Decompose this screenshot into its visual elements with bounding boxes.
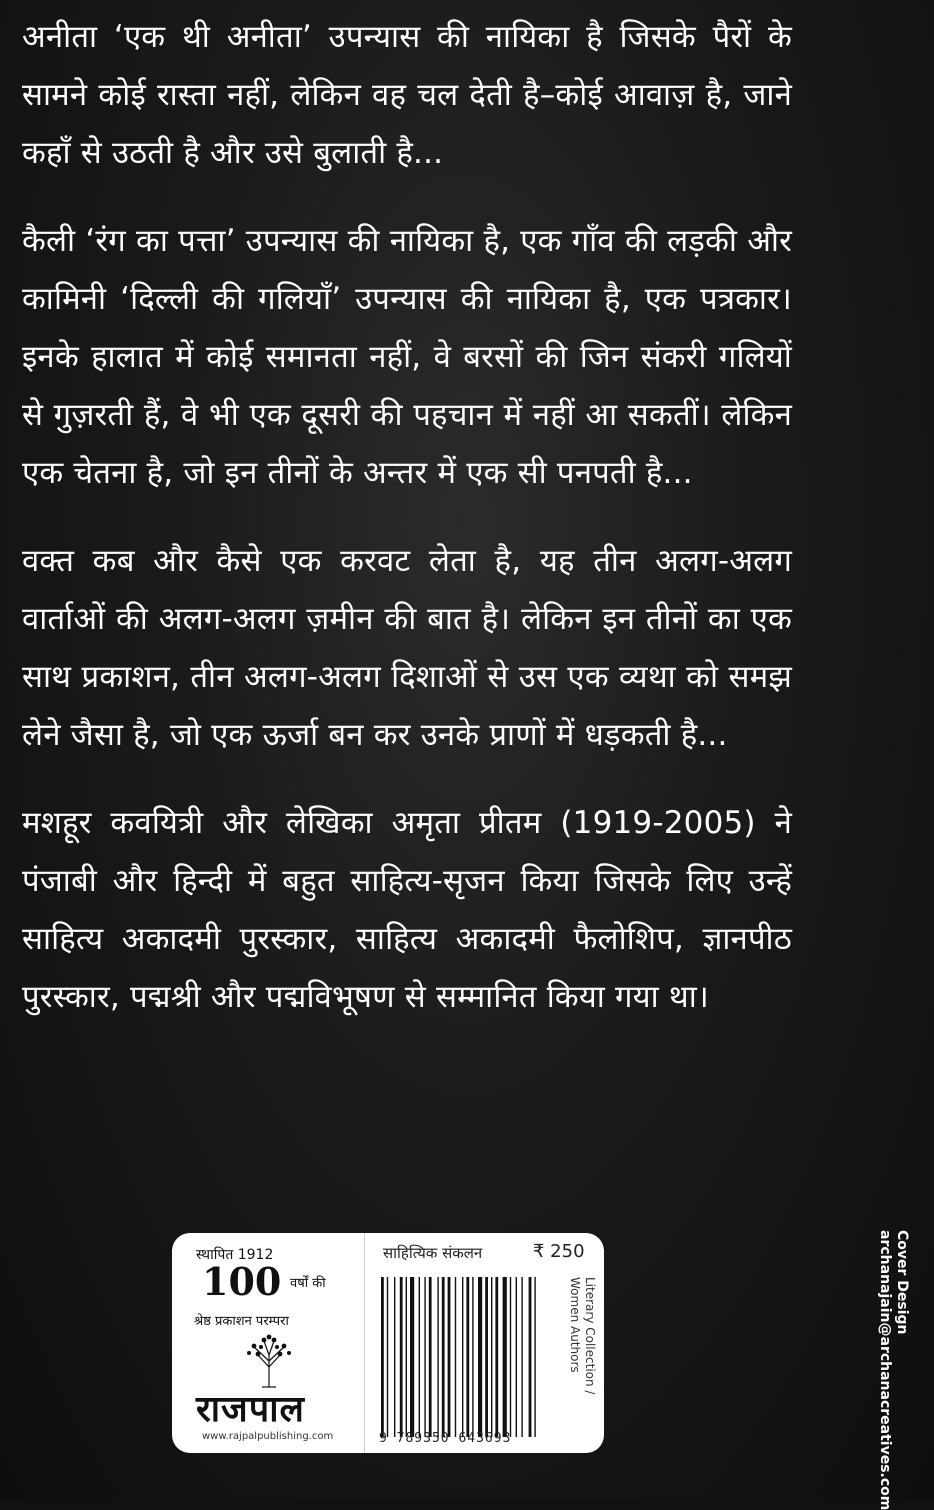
barcode-block <box>365 1233 604 1453</box>
category-line-2: Women Authors <box>568 1277 582 1373</box>
designer-email: archanajain@archanacreatives.com <box>877 1230 893 1510</box>
established-text: स्थापित 1912 <box>196 1247 274 1263</box>
blurb-paragraph-1: अनीता ‘एक थी अनीता’ उपन्यास की नायिका है जिसके पैरों के सामने कोई रास्ता नहीं, लेकिन वह चल देती है–कोई आवाज़ है, जाने कहाँ से उठती है और उसे बुलाती है... <box>22 19 792 171</box>
blurb-paragraph-2: कैली ‘रंग का पत्ता’ उपन्यास की नायिका है, एक गाँव की लड़की और कामिनी ‘दिल्ली की गलियाँ’ उपन्यास की नायिका है, एक पत्रकार। इनके हालात में कोई समानता नहीं, वे बरसों की जिन संकरी गलियों से गुज़रती हैं, वे भी एक दूसरी की पहचान में नहीं आ सकतीं। लेकिन एक चेतना है, जो इन तीनों के अन्तर में एक सी पनपती है... <box>22 223 792 491</box>
cover-design-credit <box>870 1230 910 1510</box>
tree-logo-icon <box>244 1333 294 1389</box>
isbn-barcode-icon <box>379 1277 549 1437</box>
price-label: ₹ 250 <box>533 1241 585 1262</box>
category-line-1: Literary Collection / <box>583 1277 597 1395</box>
publisher-name: राजपाल <box>196 1389 305 1430</box>
author-bio: मशहूर कवयित्री और लेखिका अमृता प्रीतम (1919-2005) ने पंजाबी और हिन्दी में बहुत साहित्य-सृजन किया जिसके लिए उन्हें साहित्य अकादमी पुरस्कार, साहित्य अकादमी फैलोशिप, ज्ञानपीठ पुरस्कार, पद्मश्री और पद्मविभूषण से सम्मानित किया गया था। <box>22 805 792 1015</box>
blurb-paragraph-3: वक्त कब और कैसे एक करवट लेता है, यह तीन अलग-अलग वार्ताओं की अलग-अलग ज़मीन की बात है। लेकिन इन तीनों का एक साथ प्रकाशन, तीन अलग-अलग दिशाओं से उस एक व्यथा को समझ लेने जैसा है, जो एक ऊर्जा बन कर उनके प्राणों में धड़कती है... <box>22 543 792 753</box>
isbn-number: 9 789350 643693 <box>379 1431 512 1446</box>
category-label <box>561 1277 601 1447</box>
tradition-text: श्रेष्ठ प्रकाशन परम्परा <box>194 1314 289 1329</box>
cover-design-label: Cover Design <box>894 1230 910 1335</box>
hundred-years-number: 100 <box>202 1259 282 1304</box>
years-text: वर्षों की <box>290 1276 326 1291</box>
publisher-url: www.rajpalpublishing.com <box>202 1431 334 1442</box>
blurb-text <box>22 8 792 1056</box>
genre-label: साहित्यिक संकलन <box>383 1244 483 1262</box>
publisher-block <box>172 1233 365 1453</box>
price-barcode-sticker <box>172 1233 604 1453</box>
